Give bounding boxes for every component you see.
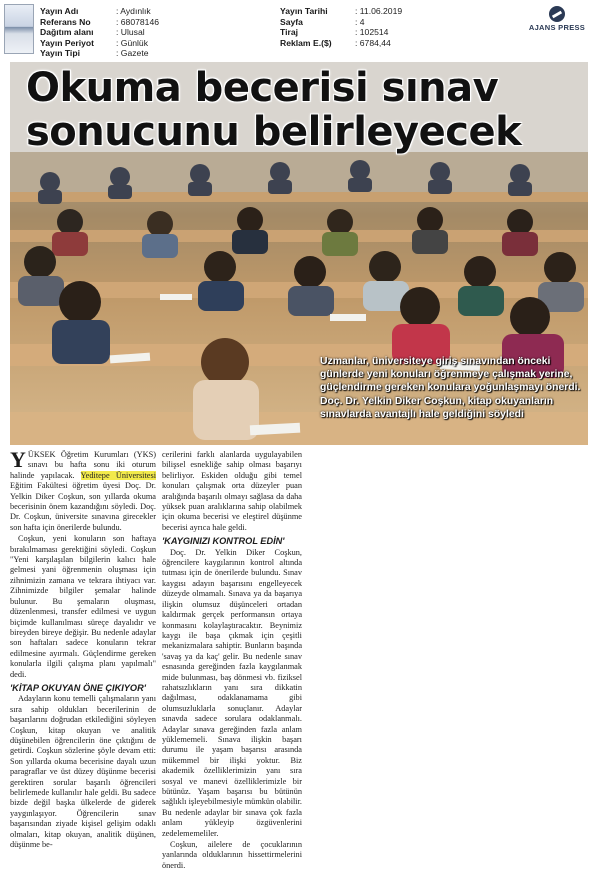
- meta-row-period: Yayın Periyot : Günlük: [40, 37, 149, 48]
- subheading-kaygi-kontrol: 'KAYGINIZI KONTROL EDİN': [162, 536, 285, 547]
- photo-caption: Uzmanlar, üniversiteye giriş sınavından önceki günlerde yeni konuları öğrenmeye çalışmak yerine, güçlendirme gereken konulara yoğunlaşmayı önerdi. Doç. Dr. Yelkin Diker Coşkun, kitap okuyanların sınavlarda avantajlı hale geldiğini söyledi: [320, 356, 581, 420]
- page-thumbnail: [4, 4, 34, 54]
- clipping-header: [0, 0, 595, 60]
- logo-mark-icon: [549, 6, 565, 22]
- paragraph-intro: YÜKSEK Öğretim Kurumları (YKS) sınavı bu hafta sonu iki oturum halinde yapılacak. Yeditepe Üniversitesi Eğitim Fakültesi öğretim üyesi Doç. Dr. Yelkin Diker Coşkun, son yıllarda okuma becerisinin önem kazandığını söyledi. Doç. Dr. Coşkun, üniversite sınavına girecekler son hafta için önerilerde bulundu.: [10, 447, 156, 532]
- article-headline: Okuma becerisi sınav sonucunu belirleyecek: [26, 65, 522, 155]
- exam-hall-photo: [10, 62, 588, 445]
- meta-row-type: Yayın Tipi : Gazete: [40, 48, 149, 59]
- meta-row-distribution: Dağıtım alanı : Ulusal: [40, 27, 145, 38]
- publication-meta-right: [280, 6, 402, 48]
- subheading-kitap-okuyan: 'KİTAP OKUYAN ÖNE ÇIKIYOR': [10, 682, 146, 693]
- paragraph: Adayların konu temelli çalışmaların yanı sıra sahip oldukları becerilerinin de başarılarını doğrudan etkilediğini söyleyen Coşkun, kitap okuyan ve analitik düşünebilen öğrencilerin öne çıktığını de getirdi. Coşkun sözlerine şöyle devam etti: Son yıllarda okuma becerisine dayalı uzun paragraflar ve üst düzey düşünme becerisi gerektiren sorular başarılı öğrencileri belirlemede kullanılır hale geldi. Bu sadece bizde değil başka ülkelerde de giderek yaygınlaşıyor. Öğrencilerin sınav başarısından ziyade kişisel gelişim odaklı olmaları, kitap okuyan, analitik düşünen, düşünme be-: [10, 694, 156, 850]
- highlighted-university: Yeditepe Üniversitesi: [80, 470, 156, 480]
- meta-row-ad-value: Reklam E.($) : 6784,44: [280, 37, 391, 48]
- article-column-1: [10, 447, 156, 851]
- paragraph: cerilerini farklı alanlarda uygulayabilen bilişsel esnekliğe sahip olması başarıyı belirliyor. Eskiden olduğu gibi temel konuları çalışmak orta düzeyler puan aralığında başarılı olmayı sağlasa da daha yüksek puan aralıklarına sahip olabilmek için okuma becerisi ve eleştirel düşünme becerisi ayrıca hale geldi.: [162, 450, 302, 532]
- article-column-2: [162, 450, 302, 872]
- drop-cap: Y: [10, 447, 26, 472]
- meta-row-reference: Referans No : 68078146: [40, 16, 160, 27]
- meta-row-date: Yayın Tarihi : 11.06.2019: [280, 6, 403, 16]
- meta-row-publication: Yayın Adı : Aydınlık: [40, 6, 151, 16]
- meta-row-page: Sayfa : 4: [280, 16, 365, 27]
- ajans-press-logo: AJANS PRESS: [524, 6, 590, 32]
- paragraph: Doç. Dr. Yelkin Diker Coşkun, öğrencilere kaygılarının kontrol altında tutması için de önerilerde bulundu. Sınav kaygısı adayın başarısını engelleyecek düzeyde olmamalı. Sınava ya da başarıya ilişkin olumsuz düşünceleri ortadan kaldırmak gerçek performansın ortaya konmasını kolaylaştıracaktır. Beynimiz kaygı ile başa çıkmak için çeşitli mekanizmalara sahiptir. Bunların başında 'savaş ya da kaç' gelir. Bu nedenle sınav esnasında gereğinden fazla kaygılanmak mide bulunması, baş dönmesi vb. fiziksel rahatsızlıkların yanı sıra dikkatin dağılması, odaklanamama gibi olumsuzluklarla sonuçlanır. Adaylar sınavda sadece sorulara odaklanmalı. Adaylar sınava gereğinden fazla anlam yüklememeli. Sınava ilişkin başarı durumu ile yaşam başarısı arasında mükemmel bir ilişki yoktur. Biz akademik özelliklerimizin yanı sıra sosyal ve manevi özelliklerimizle bir bütünüz. Yaşam başarısı bu bütünün sağlıklı işleyebilmesiyle mümkün olabilir. Bu nedenle adaylar bir sınava çok fazla anlam yükleyip özgüvenlerini zedelememeliler.: [162, 547, 302, 838]
- publication-meta-left: [40, 6, 246, 59]
- paragraph: Coşkun, yeni konuların son haftaya bırakılmaması gerektiğini söyledi. Coşkun "Yeni karşılaşılan bilgilerin kalıcı hale gelmesi yani öğrenmenin oluşması için zihnimizin zamana ve tekrara ihtiyacı var. Zihnimizde bilgiler şemalar halinde bulunur. Bu şemaların oluşması, düzenlenmesi, transfer edilmesi ve uygun biçimde kullanılması süreçe dayalıdır ve bireyden bireye değişir. Bu nedenle adaylar son haftaları sadece konuların tekrar edilmesine ayırmalı. Güçlendirme gereken konularla ilgili çalışma planı yapılmalı" dedi.: [10, 534, 156, 679]
- meta-row-circulation: Tiraj : 102514: [280, 27, 389, 38]
- paragraph: Coşkun, ailelere de çocuklarının yanlarında olduklarının hissettirmelerini önerdi.: [162, 840, 302, 870]
